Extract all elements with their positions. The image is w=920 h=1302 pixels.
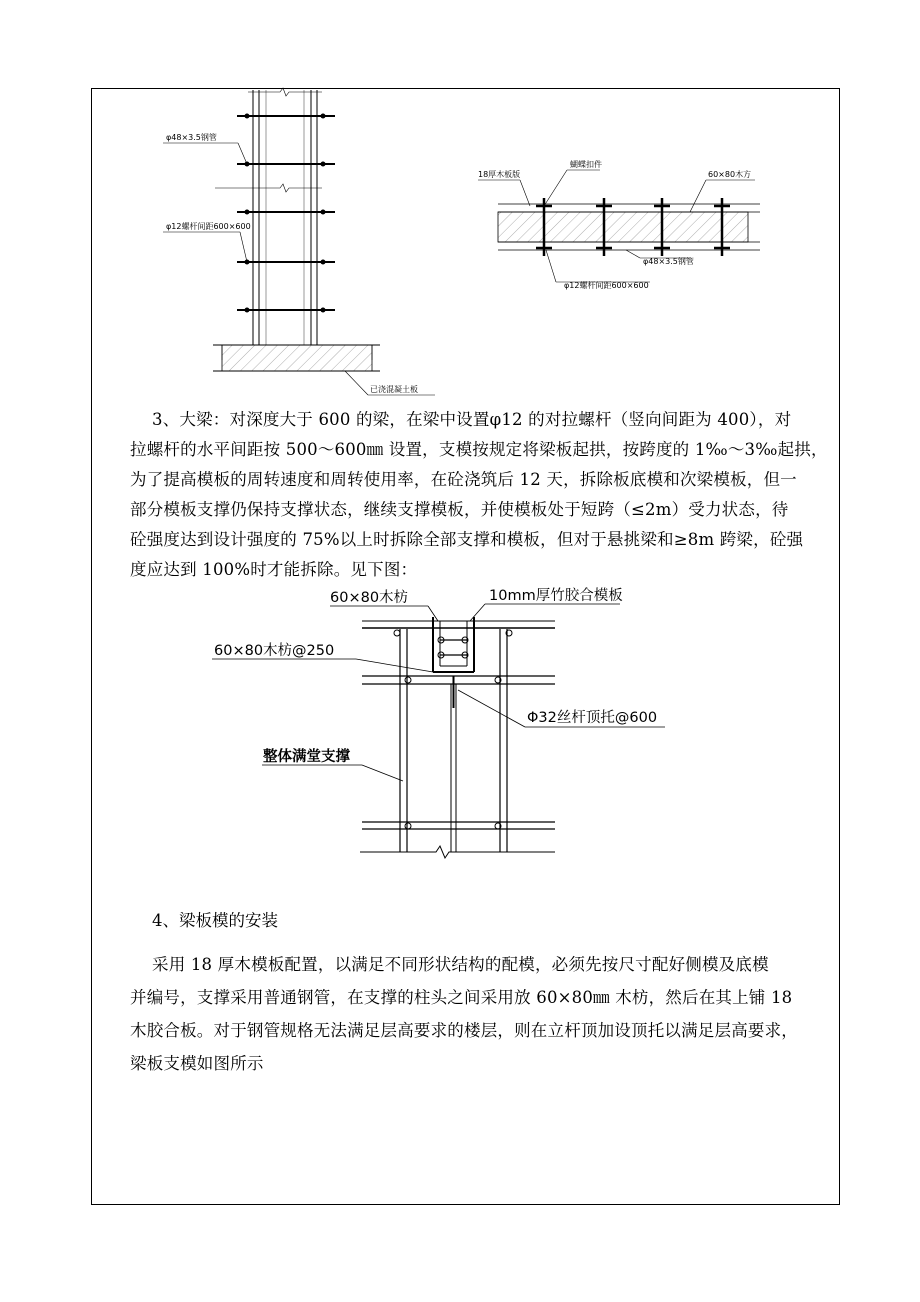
- label-pipe: φ48×3.5钢管: [166, 133, 217, 142]
- section-3-line: 部分模板支撑仍保持支撑状态，继续支撑模板，并使模板处于短跨（≤2m）受力状态，待: [130, 500, 789, 519]
- section-4-heading: 4、梁板模的安装: [152, 911, 278, 930]
- label-fastener: 蝴蝶扣件: [570, 160, 602, 169]
- section-3-line: 砼强度达到设计强度的 75%以上时拆除全部支撑和模板，但对于悬挑梁和≥8m 跨梁，砼强: [130, 530, 804, 549]
- label-timber-spacing: 60×80木枋@250: [214, 643, 335, 659]
- section-3-line: 度应达到 100%时才能拆除。见下图：: [130, 560, 418, 579]
- label-board: 18厚木板版: [478, 170, 521, 179]
- label-slab: 已浇混凝土板: [370, 385, 418, 394]
- label-bolt: φ12螺杆间距600×600: [166, 222, 251, 231]
- section-4-line: 并编号，支撑采用普通钢管，在支撑的柱头之间采用放 60×80㎜ 木枋，然后在其上铺 18: [130, 988, 793, 1007]
- label-timber: 60×80木方: [708, 170, 752, 179]
- section-3-line: 拉螺杆的水平间距按 500～600㎜ 设置，支模按规定将梁板起拱，按跨度的 1‰～3‰起拱，: [130, 440, 828, 459]
- section-3-line: 3、大梁：对深度大于 600 的梁，在梁中设置φ12 的对拉螺杆（竖向间距为 400），对: [152, 410, 792, 429]
- section-3-line: 为了提高模板的周转速度和周转使用率，在砼浇筑后 12 天，拆除板底模和次梁模板，但一: [130, 470, 797, 489]
- label-plywood: 10mm厚竹胶合模板: [489, 588, 623, 604]
- label-support: 整体满堂支撑: [263, 749, 350, 765]
- section-4: [130, 948, 830, 1080]
- section-4-line: 采用 18 厚木模板配置，以满足不同形状结构的配模，必须先按尺寸配好侧模及底模: [152, 955, 769, 974]
- label-beam-timber: 60×80木枋: [330, 590, 409, 606]
- section-4-line: 梁板支模如图所示: [130, 1054, 264, 1073]
- label-bolt-right: φ12螺杆间距600×600: [564, 281, 649, 290]
- label-pipe-right: φ48×3.5钢管: [643, 257, 694, 266]
- label-screw-jack: Φ32丝杆顶托@600: [527, 710, 658, 726]
- section-4-line: 木胶合板。对于钢管规格无法满足层高要求的楼层，则在立杆顶加设顶托以满足层高要求，: [130, 1021, 798, 1040]
